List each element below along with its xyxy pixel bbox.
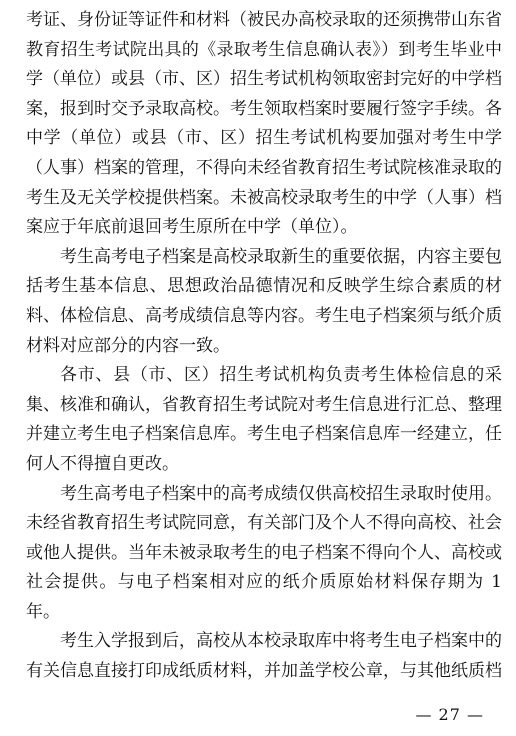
paragraph-3: 各市、县（市、区）招生考试机构负责考生体检信息的采集、核准和确认，省教育招生考试院对考生信息进行汇总、整理并建立考生电子档案信息库。考生电子档案信息库一经建立，任何人不得擅自更改。 <box>26 365 502 474</box>
paragraph-1: 考证、身份证等证件和材料（被民办高校录取的还须携带山东省教育招生考试院出具的《录取考生信息确认表》）到考生毕业中学（单位）或县（市、区）招生考试机构领取密封完好的中学档案，报到时交予录取高校。考生领取档案时要履行签字手续。各中学（单位）或县（市、区）招生考试机构要加强对考生中学（人事）档案的管理，不得向未经省教育招生考试院核准录取的考生及无关学校提供档案。未被高校录取考生的中学（人事）档案应于年底前退回考生原所在中学（单位）。 <box>26 10 502 238</box>
paragraph-4: 考生高考电子档案中的高考成绩仅供高校招生录取时使用。未经省教育招生考试院同意，有关部门及个人不得向高校、社会或他人提供。当年未被录取考生的电子档案不得向个人、高校或社会提供。与电子档案相对应的纸介质原始材料保存期为 1 年。 <box>26 483 502 622</box>
paragraph-5: 考生入学报到后，高校从本校录取库中将考生电子档案中的有关信息直接打印成纸质材料，并加盖学校公章，与其他纸质档 <box>26 631 502 682</box>
page-number: — 27 — <box>415 705 484 724</box>
paragraph-2: 考生高考电子档案是高校录取新生的重要依据，内容主要包括考生基本信息、思想政治品德情况和反映学生综合素质的材料、体检信息、高考成绩信息等内容。考生电子档案须与纸介质材料对应部分的内容一致。 <box>26 246 502 356</box>
